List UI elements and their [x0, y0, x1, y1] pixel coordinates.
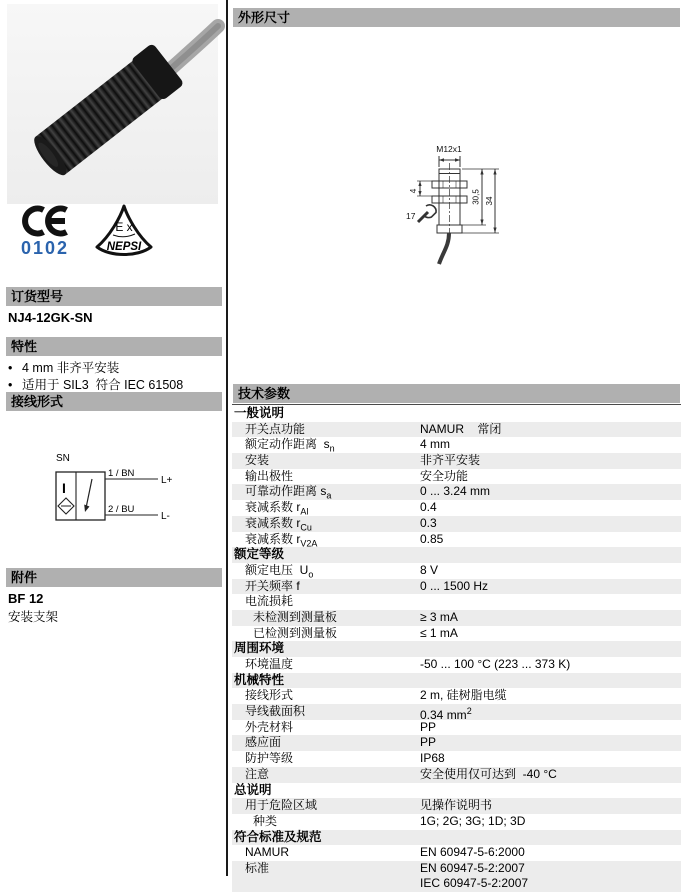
table-subrow: 已检测到测量板 ≤ 1 mA	[253, 625, 458, 640]
wiring-pin2-label: 2 / BU	[108, 504, 135, 515]
namur-symbol: I	[62, 480, 66, 496]
accessory-code: BF 12	[8, 591, 44, 606]
table-row: 衰减系数 $r_{Al}$ 0.4	[245, 500, 437, 517]
column-divider	[226, 0, 228, 876]
table-row: NAMUR EN 60947-5-6:2000	[245, 845, 525, 860]
table-section-row: 一般说明	[234, 406, 285, 420]
table-row: 可靠动作距离 $s_a$ 0 ... 3.24 mm	[232, 484, 681, 500]
section-header-connection: 接线形式	[6, 392, 222, 411]
accessory-name: 安装支架	[8, 610, 59, 624]
table-subrow: 未检测到测量板 ≥ 3 mA	[232, 610, 681, 626]
table-row: 导线截面积 0.34 $mm^2$	[232, 704, 681, 720]
section-header-features: 特性	[6, 337, 222, 356]
table-section-row: 符合标准及规范	[232, 830, 681, 846]
table-row: 环境温度 -50 ... 100 °C (223 ... 373 K)	[245, 657, 571, 671]
dimension-drawing	[405, 136, 510, 270]
table-section-row: 额定等级	[232, 547, 681, 563]
table-row: 用于危险区域 见操作说明书	[232, 798, 681, 814]
table-row: 感应面 PP	[232, 735, 681, 751]
table-row: 安装 非齐平安装	[232, 453, 681, 469]
section-header-accessories: 附件	[6, 568, 222, 587]
dim-4-label: 4	[408, 188, 418, 194]
table-row: 额定动作距离 $s_n$ 4 mm	[245, 437, 450, 454]
ce-mark-icon	[22, 204, 68, 238]
wiring-lplus-label: L+	[161, 475, 173, 486]
table-row: 电流损耗	[245, 594, 294, 609]
bullet-icon: •	[8, 361, 13, 375]
section-header-order: 订货型号	[6, 287, 222, 306]
wiring-pin1-label: 1 / BN	[108, 468, 135, 479]
table-row: 标准 EN 60947-5-2:2007 IEC 60947-5-2:2007	[232, 861, 681, 892]
product-photo	[7, 4, 218, 204]
table-row: 开关点功能 NAMUR 常闭	[232, 422, 681, 438]
table-section-row: 周围环境	[232, 641, 681, 657]
table-row: 注意 安全使用仅可达到 -40 °C	[232, 767, 681, 783]
table-subrow: 种类 1G; 2G; 3G; 1D; 3D	[253, 813, 526, 828]
feature-item: • 4 mm 非齐平安装	[8, 361, 120, 375]
table-row: 开关频率 f 0 ... 1500 Hz	[232, 579, 681, 595]
table-row: 衰减系数 $r_{V2A}$ 0.85	[245, 531, 444, 548]
table-row: 防护等级 IP68	[245, 751, 445, 766]
dim-thread-label: M12x1	[436, 144, 462, 154]
table-section-row: 机械特性	[232, 673, 681, 689]
tech-table	[232, 404, 681, 892]
table-row: 接线形式 2 m, 硅树脂电缆	[245, 688, 507, 703]
section-header-dimensions: 外形尺寸	[233, 8, 680, 27]
wiring-lminus-label: L-	[161, 511, 170, 522]
switch-symbol	[86, 479, 92, 508]
dim-34-label: 34	[485, 196, 494, 206]
feature-item: • 适用于 SIL3 符合 IEC 61508	[8, 378, 184, 392]
svg-text:NEPSI: NEPSI	[106, 241, 142, 253]
wiring-label-sn: SN	[56, 453, 70, 464]
table-row: 额定电压 $U_o$ 8 V	[245, 562, 439, 580]
table-row: 衰减系数 $r_{Cu}$ 0.3	[232, 516, 681, 532]
section-header-tech: 技术参数	[233, 384, 680, 403]
wrench-icon	[418, 205, 436, 222]
ce-number: 0102	[21, 238, 70, 258]
wiring-diagram	[40, 448, 180, 530]
order-code: NJ4-12GK-SN	[8, 310, 93, 325]
svg-text:E x: E x	[115, 220, 133, 234]
table-row: 输出极性 安全功能	[245, 468, 469, 483]
nepsi-ex-logo	[93, 202, 155, 264]
bullet-icon: •	[8, 378, 13, 392]
table-row: 外壳材料 PP	[245, 719, 437, 734]
dim-17-label: 17	[406, 211, 416, 221]
table-section-row: 总说明	[234, 782, 272, 797]
dim-305-label: 30,5	[471, 189, 481, 205]
